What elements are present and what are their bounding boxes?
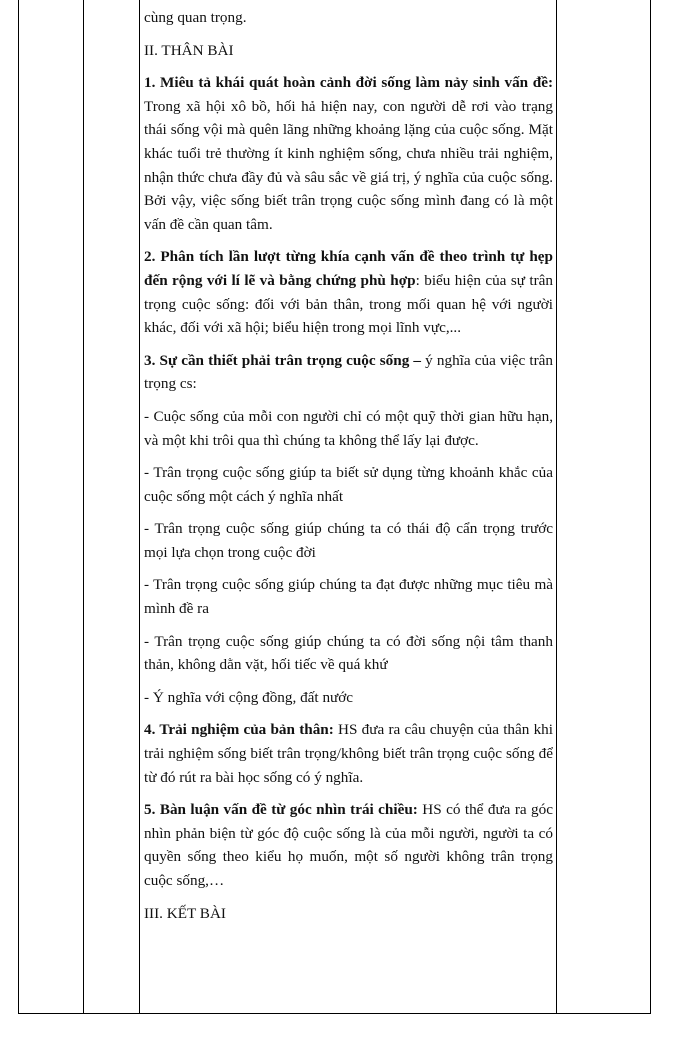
point-5-text: HS có thể đưa ra góc nhìn phản biện từ góc độ cuộc sống là của mỗi người, người ta có quyền sống theo kiểu họ muốn, một số người không trân trọng cuộc sống,… — [144, 801, 553, 889]
point-2-text: : biểu hiện của sự trân trọng cuộc sống: đối với bản thân, trong mối quan hệ với người khác, đối với xã hội; biểu hiện trong mọi lĩnh vực,... — [144, 271, 553, 337]
bullet-item: - Trân trọng cuộc sống giúp chúng ta đạt được những mục tiêu mà mình đề ra — [144, 576, 553, 618]
intro-tail: cùng quan trọng. — [144, 9, 247, 26]
point-1-text: Trong xã hội xô bồ, hối hả hiện nay, con người dễ rơi vào trạng thái sống vội mà quên lãng những khoảng lặng của cuộc sống. Mặt khác tuổi trẻ thường ít kinh nghiệm sống, chưa nhiều trải nghiệm, nhận thức chưa đầy đủ và sâu sắc về giá trị, ý nghĩa của cuộc sống. Bởi vậy, việc sống biết trân trọng cuộc sống mình đang có là một vấn đề cần quan tâm. — [144, 97, 553, 233]
point-3-text: ý nghĩa của việc trân trọng cs: — [144, 351, 553, 393]
bullet-item: - Trân trọng cuộc sống giúp chúng ta có thái độ cẩn trọng trước mọi lựa chọn trong cuộc đời — [144, 520, 553, 561]
point-5 — [144, 798, 553, 892]
point-3-heading: 3. Sự cần thiết phải trân trọng cuộc sống – — [144, 351, 422, 369]
column-divider-1 — [83, 0, 84, 1014]
column-divider-3 — [556, 0, 557, 1014]
section-body-heading: II. THÂN BÀI — [144, 41, 234, 59]
column-divider-2 — [139, 0, 140, 1014]
point-5-heading: 5. Bàn luận vấn đề từ góc nhìn trái chiều: — [144, 801, 418, 819]
point-3 — [144, 349, 553, 396]
bullet-item: - Cuộc sống của mỗi con người chỉ có một quỹ thời gian hữu hạn, và một khi trôi qua thì chúng ta không thể lấy lại được. — [144, 407, 553, 449]
section-end-heading: III. KẾT BÀI — [144, 904, 226, 922]
point-1-heading: 1. Miêu tả khái quát hoàn cảnh đời sống làm nảy sinh vấn đề: — [144, 74, 553, 92]
point-2 — [144, 245, 553, 339]
point-4-heading: 4. Trải nghiệm của bản thân: — [144, 721, 334, 739]
bullet-item: - Ý nghĩa với cộng đồng, đất nước — [144, 688, 354, 706]
point-4-text: HS đưa ra câu chuyện của thân khi trải nghiệm sống biết trân trọng/không biết trân trọng cuộc sống để từ đó rút ra bài học sống có ý nghĩa. — [144, 721, 553, 786]
content-cell — [144, 6, 553, 934]
point-4 — [144, 718, 553, 789]
bullet-item: - Trân trọng cuộc sống giúp chúng ta có đời sống nội tâm thanh thản, không dằn vặt, hối tiếc về quá khứ — [144, 632, 553, 674]
point-2-heading: 2. Phân tích lần lượt từng khía cạnh vấn đề theo trình tự hẹp đến rộng với lí lẽ và bằng chứng phù hợp — [144, 248, 553, 289]
bullet-item: - Trân trọng cuộc sống giúp ta biết sử dụng từng khoảnh khắc của cuộc sống một cách ý nghĩa nhất — [144, 464, 553, 505]
point-1 — [144, 71, 553, 236]
